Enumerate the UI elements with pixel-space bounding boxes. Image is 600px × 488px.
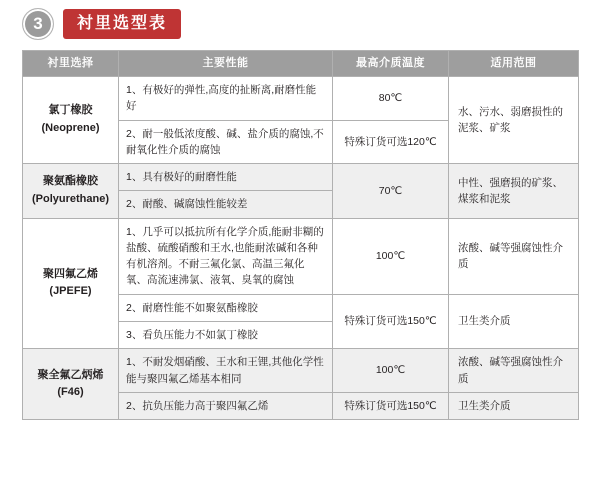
column-header-lining: 衬里选择 — [23, 51, 119, 77]
cell-performance: 2、耐酸、碱腐蚀性能较差 — [119, 191, 333, 218]
cell-application: 水、污水、弱磨损性的泥浆、矿浆 — [449, 77, 579, 164]
table-row — [23, 77, 579, 121]
cell-lining-name: 聚氨酯橡胶 (Polyurethane) — [23, 164, 119, 219]
cell-max-temp: 特殊订货可选120℃ — [333, 120, 449, 164]
section-header — [22, 8, 181, 40]
column-header-max-temp: 最高介质温度 — [333, 51, 449, 77]
cell-lining-name: 聚四氟乙烯 (JPEFE) — [23, 218, 119, 349]
cell-application: 浓酸、碱等强腐蚀性介质 — [449, 218, 579, 294]
cell-performance: 2、耐一般低浓度酸、碱、盐介质的腐蚀,不耐氧化性介质的腐蚀 — [119, 120, 333, 164]
page-title: 衬里选型表 — [63, 9, 181, 39]
table-row — [23, 218, 579, 294]
table-header-row — [23, 51, 579, 77]
cell-performance: 1、几乎可以抵抗所有化学介质,能耐非糊的盐酸、硫酸硝酸和王水,也能耐浓碱和各种有机溶剂。不耐三氟化氯、高温三氟化氧、高流速沸氯、液氧、臭氧的腐蚀 — [119, 218, 333, 294]
cell-performance: 3、看负压能力不如氯丁橡胶 — [119, 321, 333, 348]
column-header-performance: 主要性能 — [119, 51, 333, 77]
cell-application: 浓酸、碱等强腐蚀性介质 — [449, 349, 579, 393]
lining-selection-table — [22, 50, 579, 420]
cell-performance: 2、抗负压能力高于聚四氟乙烯 — [119, 392, 333, 419]
cell-application: 卫生类介质 — [449, 392, 579, 419]
cell-max-temp: 100℃ — [333, 349, 449, 393]
cell-performance: 2、耐磨性能不如聚氨酯橡胶 — [119, 294, 333, 321]
cell-max-temp: 100℃ — [333, 218, 449, 294]
cell-max-temp: 70℃ — [333, 164, 449, 219]
cell-max-temp: 特殊订货可选150℃ — [333, 294, 449, 349]
cell-max-temp: 特殊订货可选150℃ — [333, 392, 449, 419]
cell-lining-name: 聚全氟乙炳烯 (F46) — [23, 349, 119, 420]
cell-application: 卫生类介质 — [449, 294, 579, 349]
cell-application: 中性、强磨损的矿浆、煤浆和泥浆 — [449, 164, 579, 219]
cell-performance: 1、具有极好的耐磨性能 — [119, 164, 333, 191]
column-header-application: 适用范围 — [449, 51, 579, 77]
cell-max-temp: 80℃ — [333, 77, 449, 121]
table-body — [23, 77, 579, 420]
cell-performance: 1、有极好的弹性,高度的扯断离,耐磨性能好 — [119, 77, 333, 121]
cell-lining-name: 氯丁橡胶 (Neoprene) — [23, 77, 119, 164]
table-row — [23, 164, 579, 191]
section-number-badge: 3 — [22, 8, 54, 40]
table-row — [23, 349, 579, 393]
cell-performance: 1、不耐发烟硝酸、王水和王锂,其他化学性能与聚四氟乙烯基本相同 — [119, 349, 333, 393]
